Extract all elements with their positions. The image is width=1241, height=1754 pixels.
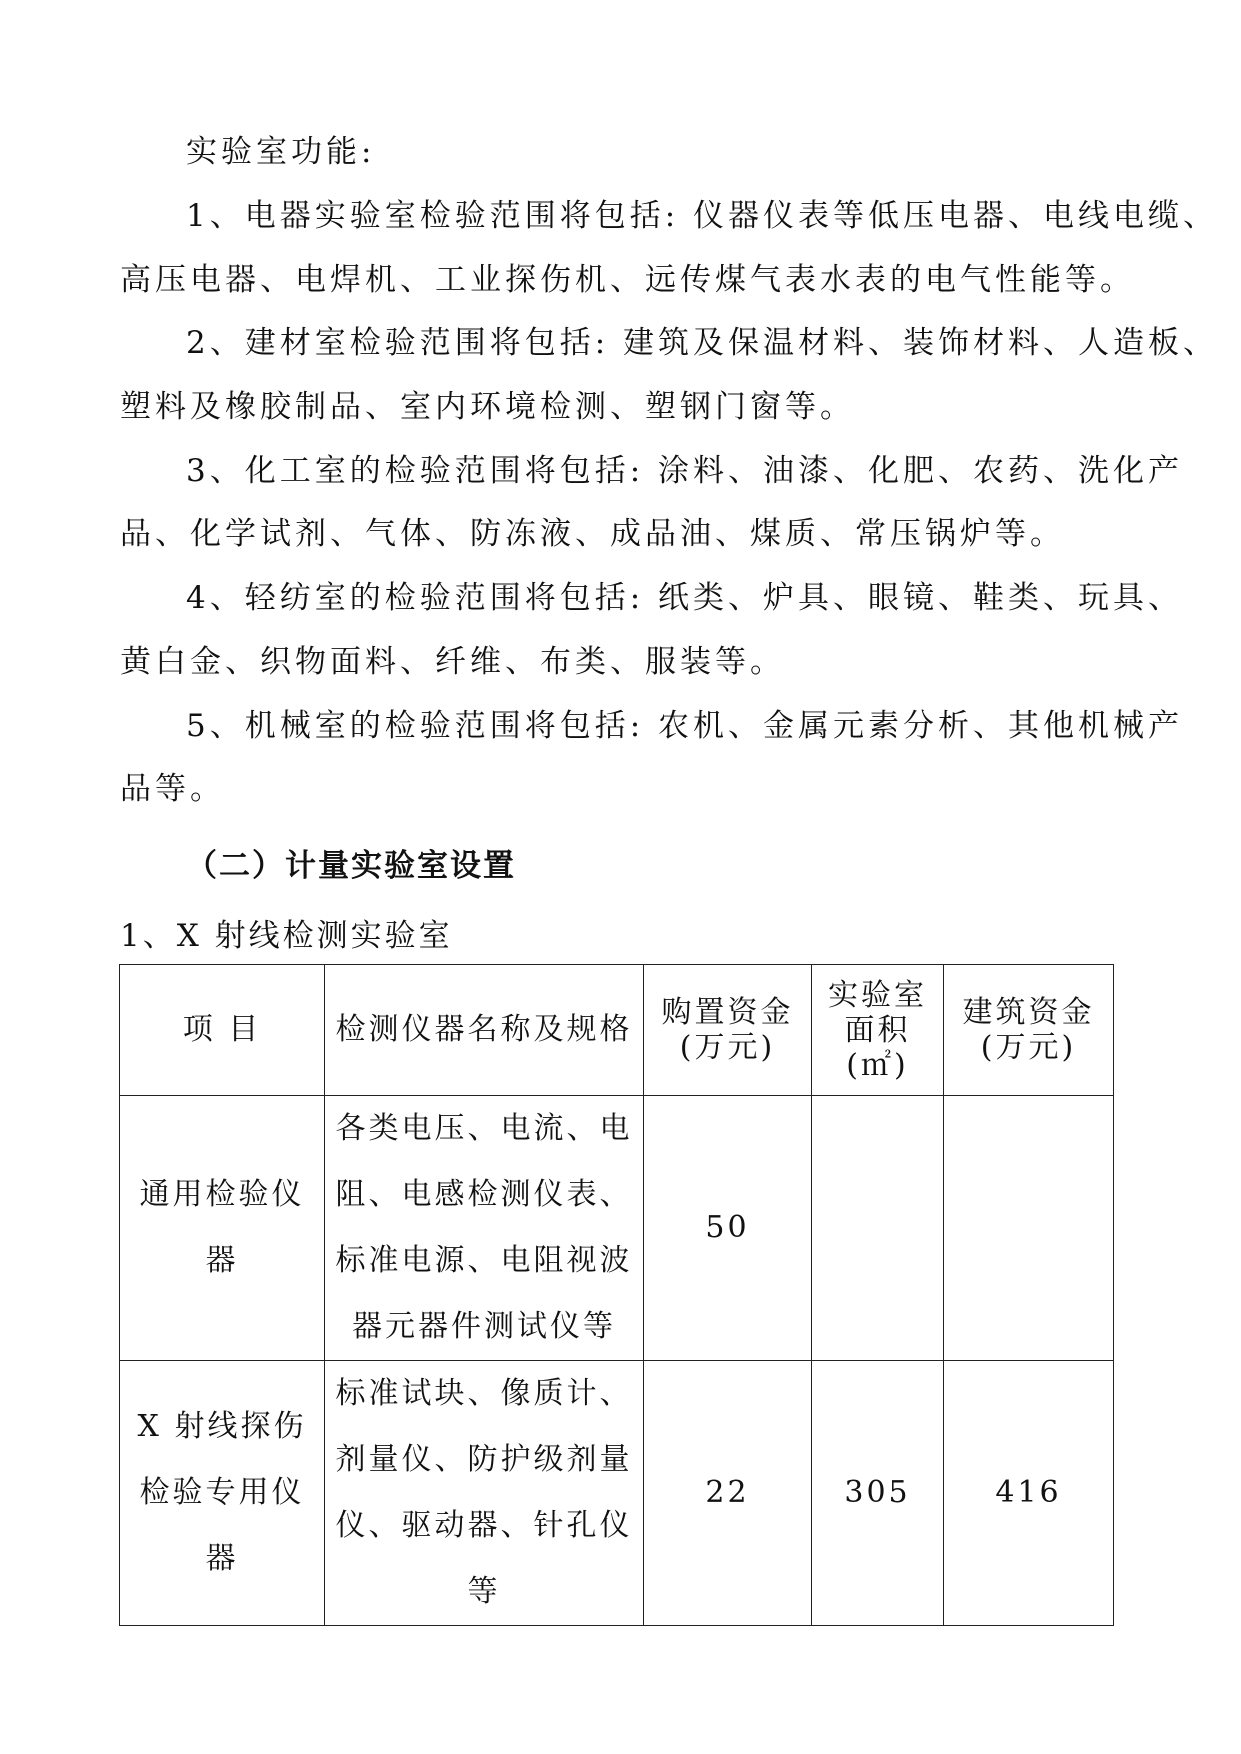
header-area-text: 实验室面积(㎡) [828,977,927,1083]
lab-equipment-table [119,964,1114,1626]
header-purchase-text: 购置资金(万元) [661,995,794,1065]
header-area [812,965,944,1096]
row-1-instrument: 各类电压、电流、电阻、电感检测仪表、标准电源、电阻视波器元器件测试仪等 [325,1096,644,1361]
header-building [944,965,1114,1096]
row-2-instrument: 标准试块、像质计、剂量仪、防护级剂量仪、驱动器、针孔仪等 [325,1361,644,1626]
row-1-item: 通用检验仪器 [120,1096,325,1361]
header-purchase [644,965,812,1096]
header-item-text: 项 目 [182,1012,262,1047]
subsection-heading: 1、X 射线检测实验室 [120,918,453,954]
header-item [120,965,325,1096]
section-heading: （二）计量实验室设置 [186,848,516,884]
row-2-item: X 射线探伤检验专用仪器 [120,1361,325,1626]
paragraph-1-line-1: 1、电器实验室检验范围将包括: 仪器仪表等低压电器、电线电缆、 [186,198,1219,234]
row-2-building: 416 [944,1361,1114,1626]
row-2-area: 305 [812,1361,944,1626]
table-header-row [120,965,1114,1096]
table-row [120,1096,1114,1361]
header-instrument-text: 检测仪器名称及规格 [335,1012,633,1047]
paragraph-2-line-2: 塑料及橡胶制品、室内环境检测、塑钢门窗等。 [120,389,855,425]
row-1-area [812,1096,944,1361]
row-1-purchase: 50 [644,1096,812,1361]
header-building-text: 建筑资金(万元) [962,995,1095,1065]
header-instrument [325,965,644,1096]
row-1-building [944,1096,1114,1361]
row-2-purchase: 22 [644,1361,812,1626]
paragraph-intro: 实验室功能: [186,134,376,170]
paragraph-4-line-2: 黄白金、织物面料、纤维、布类、服装等。 [120,644,785,680]
paragraph-4-line-1: 4、轻纺室的检验范围将包括: 纸类、炉具、眼镜、鞋类、玩具、 [186,580,1184,616]
paragraph-5-line-2: 品等。 [120,771,225,807]
paragraph-2-line-1: 2、建材室检验范围将包括: 建筑及保温材料、装饰材料、人造板、 [186,325,1219,361]
paragraph-5-line-1: 5、机械室的检验范围将包括: 农机、金属元素分析、其他机械产 [186,708,1184,744]
paragraph-1-line-2: 高压电器、电焊机、工业探伤机、远传煤气表水表的电气性能等。 [120,262,1135,298]
table-row [120,1361,1114,1626]
paragraph-3-line-1: 3、化工室的检验范围将包括: 涂料、油漆、化肥、农药、洗化产 [186,453,1184,489]
paragraph-3-line-2: 品、化学试剂、气体、防冻液、成品油、煤质、常压锅炉等。 [120,516,1065,552]
